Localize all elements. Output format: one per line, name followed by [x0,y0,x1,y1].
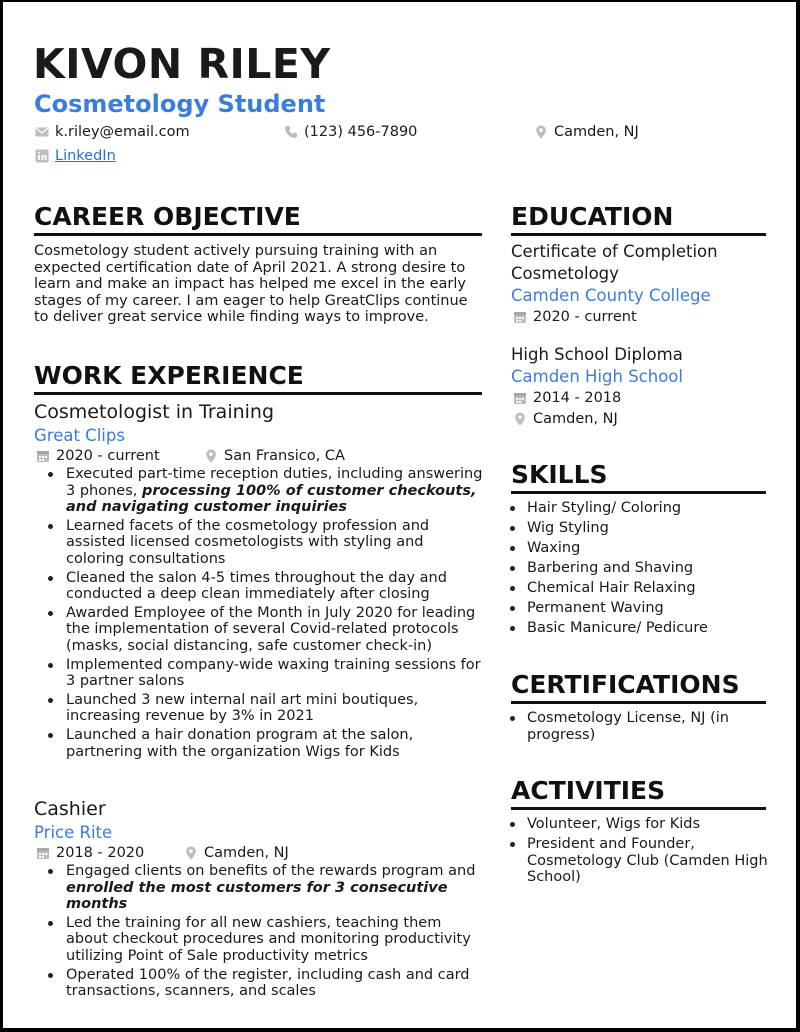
calendar-icon [36,846,50,860]
list-item: Basic Manicure/ Pedicure [503,620,768,637]
job-bullets [34,863,486,1000]
contact-phone [284,123,417,141]
list-item [34,727,486,760]
list-item: Chemical Hair Relaxing [503,580,768,597]
list-item: Permanent Waving [503,600,768,617]
list-item: Volunteer, Wigs for Kids [503,816,768,833]
education-dates-text: 2020 - current [533,309,637,325]
phone-text: (123) 456-7890 [304,124,418,140]
skills-heading: SKILLS [511,460,608,489]
education-dates [513,308,771,326]
certifications-list [503,710,743,747]
activities-heading: ACTIVITIES [511,776,666,805]
calendar-icon [513,310,527,324]
degree-name: Certificate of Completion [511,242,718,261]
job-location [184,844,289,862]
school-name: Camden High School [511,367,683,386]
map-pin-icon [534,125,548,139]
map-pin-icon [204,449,218,463]
email-text: k.riley@email.com [55,124,190,140]
bullet-text: Awarded Employee of the Month in July 2020 for leading the implementation of several Covid-related protocols (masks, social distancing, safe customer check-in) [66,604,476,654]
list-item [34,518,486,568]
bullet-text: Engaged clients on benefits of the rewards program and [66,863,476,879]
list-item: Wig Styling [503,520,768,537]
bullet-text: Led the training for all new cashiers, teaching them about checkout procedures and monitoring productivity utilizing Point of Sale productivity metrics [66,914,471,964]
bullet-highlight: processing 100% of customer checkouts, and navigating customer inquiries [66,482,477,516]
degree-field: Cosmetology [511,264,619,283]
education-location [513,410,771,428]
job-dates-text: 2020 - current [56,448,160,464]
list-item [34,863,486,913]
education-heading: EDUCATION [511,202,674,231]
job-meta [34,844,486,863]
job-role: Cashier [34,798,106,820]
list-item [34,466,486,516]
job-role: Cosmetologist in Training [34,401,275,423]
objective-text: Cosmetology student actively pursuing training with an expected certification date of April 2021. A strong desire to learn and make an impact has helped me excel in the early stages of my career. I am eager to help GreatClips continue to deliver great service while finding ways to improve. [34,243,468,326]
phone-icon [284,125,298,139]
bullet-highlight: enrolled the most customers for 3 consecutive months [66,879,448,913]
list-item [34,657,486,690]
job-company: Price Rite [34,823,113,842]
location-text: Camden, NJ [554,124,639,140]
job-location-text: Camden, NJ [204,845,289,861]
candidate-title: Cosmetology Student [34,90,326,118]
bullet-text: Implemented company-wide waxing training sessions for 3 partner salons [66,656,481,690]
job-dates [36,844,144,862]
education-entry [511,241,771,326]
education-divider [511,233,766,236]
map-pin-icon [184,846,198,860]
contact-location [534,123,639,141]
bullet-text: Cleaned the salon 4-5 times throughout the day and conducted a deep clean immediately after closing [66,569,447,603]
job-location [204,447,345,465]
job-dates-text: 2018 - 2020 [56,845,145,861]
education-dates-text: 2014 - 2018 [533,390,622,406]
list-item [34,570,486,603]
list-item [34,967,486,1000]
job-entry [34,401,486,762]
map-pin-icon [513,412,527,426]
list-item: Cosmetology License, NJ (in progress) [503,710,743,743]
bullet-text: Launched a hair donation program at the salon, partnering with the organization Wigs for Kids [66,726,414,760]
candidate-name: KIVON RILEY [33,40,331,88]
degree-name: High School Diploma [511,345,683,364]
contact-email [35,123,190,141]
list-item: Waxing [503,540,768,557]
bullet-text: Launched 3 new internal nail art mini boutiques, increasing revenue by 3% in 2021 [66,691,419,725]
objective-divider [34,233,482,236]
job-bullets [34,466,486,760]
education-entry [511,344,771,428]
job-company: Great Clips [34,426,125,445]
bullet-text: Executed part-time reception duties, including answering 3 phones, [66,466,483,499]
list-item: Hair Styling/ Coloring [503,500,768,517]
activities-list [503,816,768,889]
linkedin-icon [35,149,49,163]
calendar-icon [36,449,50,463]
list-item [34,692,486,725]
job-location-text: San Fransico, CA [224,448,345,464]
list-item: President and Founder, Cosmetology Club (Camden High School) [503,836,768,886]
certifications-divider [511,701,766,704]
experience-heading: WORK EXPERIENCE [34,361,304,390]
resume-page [3,2,796,1028]
envelope-icon [35,125,49,139]
job-dates [36,447,160,465]
linkedin-link[interactable]: LinkedIn [55,148,116,164]
list-item [34,915,486,965]
list-item [34,605,486,655]
experience-divider [34,392,482,395]
education-dates [513,389,771,407]
job-entry [34,798,486,1002]
bullet-text: Operated 100% of the register, including cash and card transactions, scanners, and scales [66,966,470,1000]
activities-divider [511,807,766,810]
objective-heading: CAREER OBJECTIVE [34,202,301,231]
school-name: Camden County College [511,286,711,305]
skills-divider [511,491,766,494]
skills-list [503,500,768,640]
education-location-text: Camden, NJ [533,411,618,427]
contact-linkedin[interactable] [35,147,116,165]
job-meta [34,447,486,466]
calendar-icon [513,391,527,405]
bullet-text: Learned facets of the cosmetology profession and assisted licensed cosmetologists with styling and coloring consultations [66,517,430,567]
list-item: Barbering and Shaving [503,560,768,577]
certifications-heading: CERTIFICATIONS [511,670,740,699]
